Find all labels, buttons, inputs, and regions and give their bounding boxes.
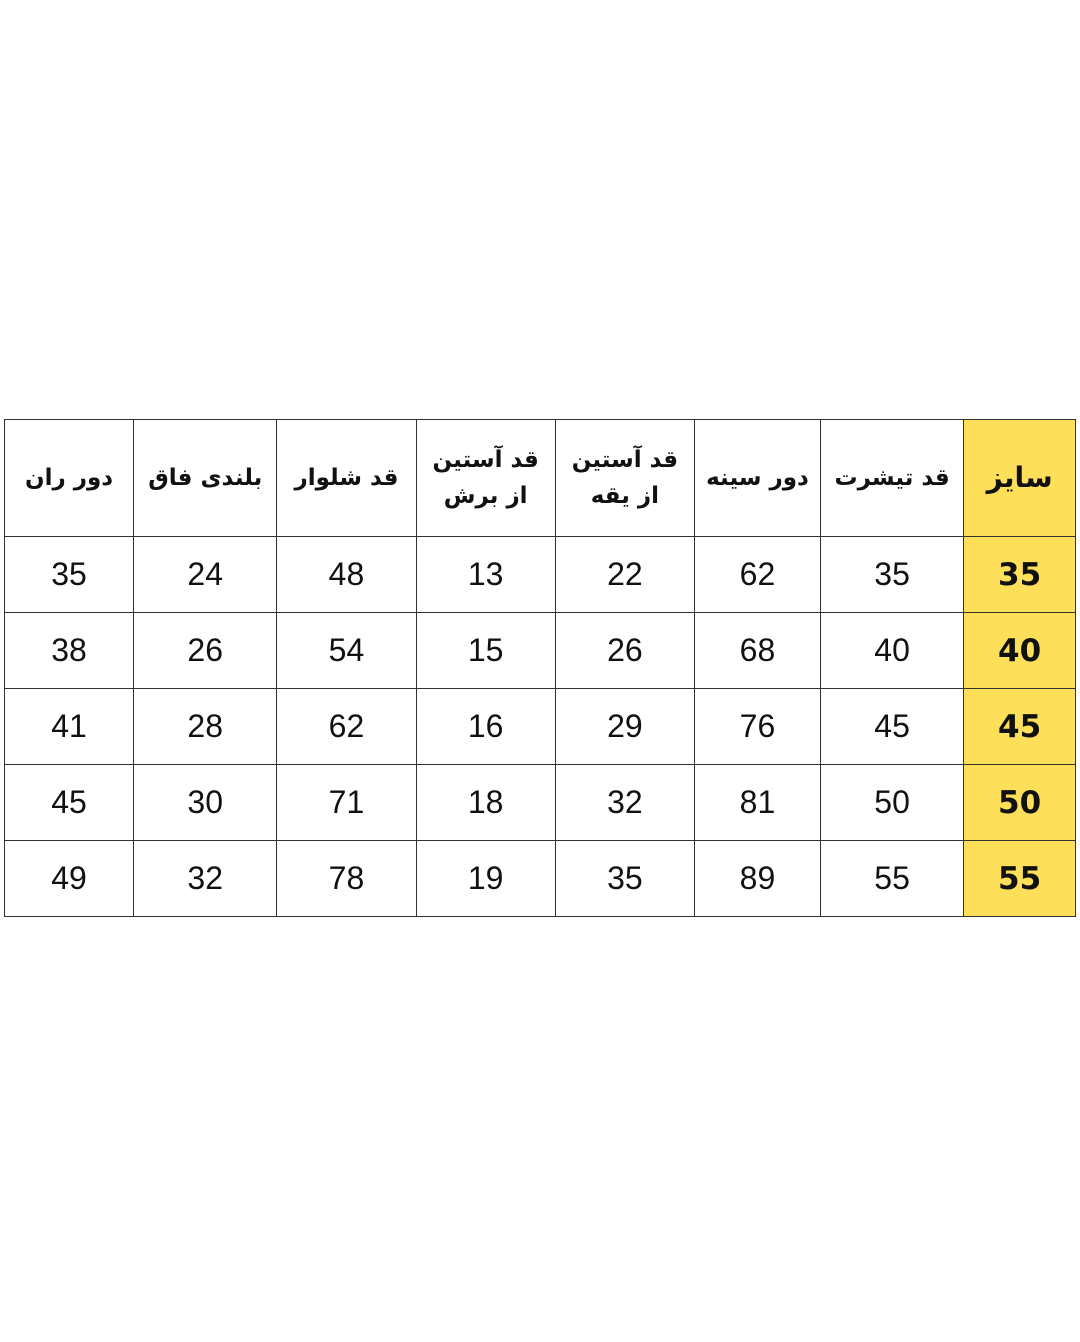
table-cell: 22: [555, 537, 694, 613]
size-cell: 40: [964, 613, 1076, 689]
table-cell: 89: [694, 841, 820, 917]
table-cell: 19: [416, 841, 555, 917]
table-cell: 26: [555, 613, 694, 689]
table-cell: 32: [134, 841, 277, 917]
table-cell: 68: [694, 613, 820, 689]
table-cell: 45: [820, 689, 963, 765]
table-cell: 62: [694, 537, 820, 613]
table-cell: 78: [277, 841, 416, 917]
table-row: [5, 841, 1076, 917]
header-row: [5, 420, 1076, 537]
table-cell: 81: [694, 765, 820, 841]
header-size: سایز: [964, 420, 1076, 537]
table-cell: 26: [134, 613, 277, 689]
header-pants-length: قد شلوار: [277, 420, 416, 537]
table-cell: 49: [5, 841, 134, 917]
table-row: [5, 613, 1076, 689]
table-cell: 35: [555, 841, 694, 917]
table-row: [5, 537, 1076, 613]
table-cell: 35: [820, 537, 963, 613]
table-cell: 32: [555, 765, 694, 841]
table-cell: 38: [5, 613, 134, 689]
table-cell: 40: [820, 613, 963, 689]
size-cell: 35: [964, 537, 1076, 613]
table-cell: 18: [416, 765, 555, 841]
size-chart-table: [4, 419, 1076, 917]
table-cell: 50: [820, 765, 963, 841]
table-cell: 45: [5, 765, 134, 841]
table-cell: 13: [416, 537, 555, 613]
header-thigh-circumference: دور ران: [5, 420, 134, 537]
table-cell: 41: [5, 689, 134, 765]
table-cell: 62: [277, 689, 416, 765]
header-crotch-height: بلندی فاق: [134, 420, 277, 537]
table-cell: 15: [416, 613, 555, 689]
size-cell: 50: [964, 765, 1076, 841]
table-cell: 71: [277, 765, 416, 841]
table-cell: 54: [277, 613, 416, 689]
table-cell: 29: [555, 689, 694, 765]
table-cell: 35: [5, 537, 134, 613]
header-tshirt-length: قد تیشرت: [820, 420, 963, 537]
header-sleeve-length-from-collar: قد آستین از یقه: [555, 420, 694, 537]
table-cell: 16: [416, 689, 555, 765]
table-cell: 76: [694, 689, 820, 765]
header-sleeve-length-from-cut: قد آستین از برش: [416, 420, 555, 537]
table-cell: 55: [820, 841, 963, 917]
size-cell: 55: [964, 841, 1076, 917]
table-cell: 48: [277, 537, 416, 613]
table-row: [5, 765, 1076, 841]
table-cell: 30: [134, 765, 277, 841]
header-chest-circumference: دور سینه: [694, 420, 820, 537]
table-cell: 28: [134, 689, 277, 765]
table-cell: 24: [134, 537, 277, 613]
size-cell: 45: [964, 689, 1076, 765]
table-row: [5, 689, 1076, 765]
